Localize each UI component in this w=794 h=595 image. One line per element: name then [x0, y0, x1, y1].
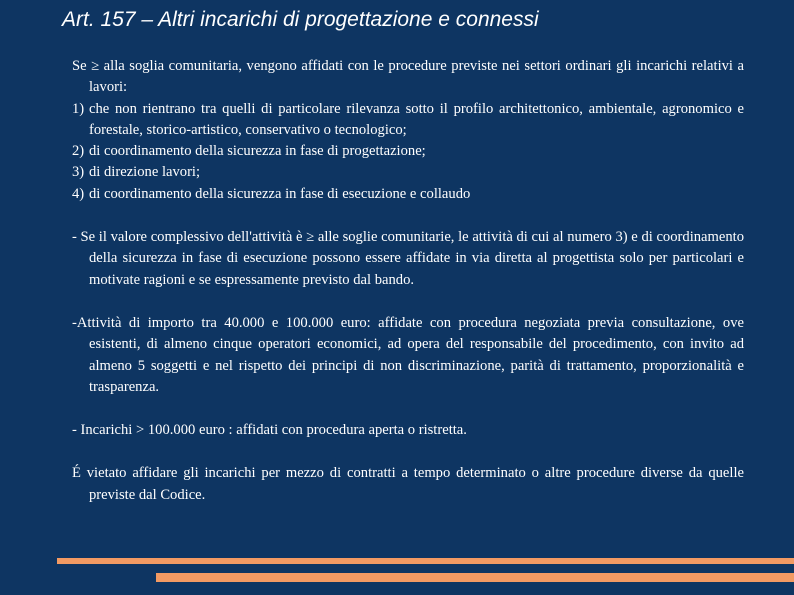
list-item-number: 2)	[72, 143, 85, 160]
list-item	[72, 99, 744, 142]
list-item-number: 3)	[72, 164, 85, 181]
list-item-number: 1)	[72, 100, 85, 117]
accent-bar-top	[57, 558, 794, 564]
list-item-text: di direzione lavori;	[89, 164, 201, 181]
list-item	[72, 184, 744, 205]
slide-title: Art. 157 – Altri incarichi di progettazione e connessi	[62, 8, 539, 31]
paragraph-prohibition: É vietato affidare gli incarichi per mezzo di contratti a tempo determinato o altre procedure diverse da quelle previste dal Codice.	[72, 465, 744, 503]
spacer	[72, 291, 744, 313]
section1-intro: Se ≥ alla soglia comunitaria, vengono affidati con le procedure previste nei settori ordinari gli incarichi relativi a lavori:	[72, 58, 744, 96]
spacer	[72, 205, 744, 227]
accent-bar-bottom	[156, 573, 794, 582]
list-item	[72, 141, 744, 162]
paragraph-threshold: - Se il valore complessivo dell'attività è ≥ alle soglie comunitarie, le attività di cui al numero 3) e di coordinamento della sicurezza in fase di esecuzione possono essere affidate in via diretta al progettista solo per particolari e motivate ragioni e se espressamente previsto dal bando.	[72, 229, 744, 288]
list-item-number: 4)	[72, 185, 85, 202]
list-item-text: che non rientrano tra quelli di particolare rilevanza sotto il profilo architettonico, ambientale, agronomico e forestale, storico-artistico, conservativo o tecnologico;	[89, 100, 744, 138]
spacer	[72, 398, 744, 420]
spacer	[72, 441, 744, 463]
paragraph-40k-100k: -Attività di importo tra 40.000 e 100.000 euro: affidate con procedura negoziata previa consultazione, ove esistenti, di almeno cinque operatori economici, ad opera del responsabile del procedimento, con invito ad almeno 5 soggetti e nel rispetto dei principi di non discriminazione, parità di trattamento, proporzionalità e trasparenza.	[72, 314, 744, 395]
paragraph-over-100k: - Incarichi > 100.000 euro : affidati con procedura aperta o ristretta.	[72, 422, 467, 439]
slide-body	[72, 56, 744, 506]
list-item	[72, 162, 744, 183]
list-item-text: di coordinamento della sicurezza in fase di esecuzione e collaudo	[89, 185, 471, 202]
list-item-text: di coordinamento della sicurezza in fase di progettazione;	[89, 143, 426, 160]
